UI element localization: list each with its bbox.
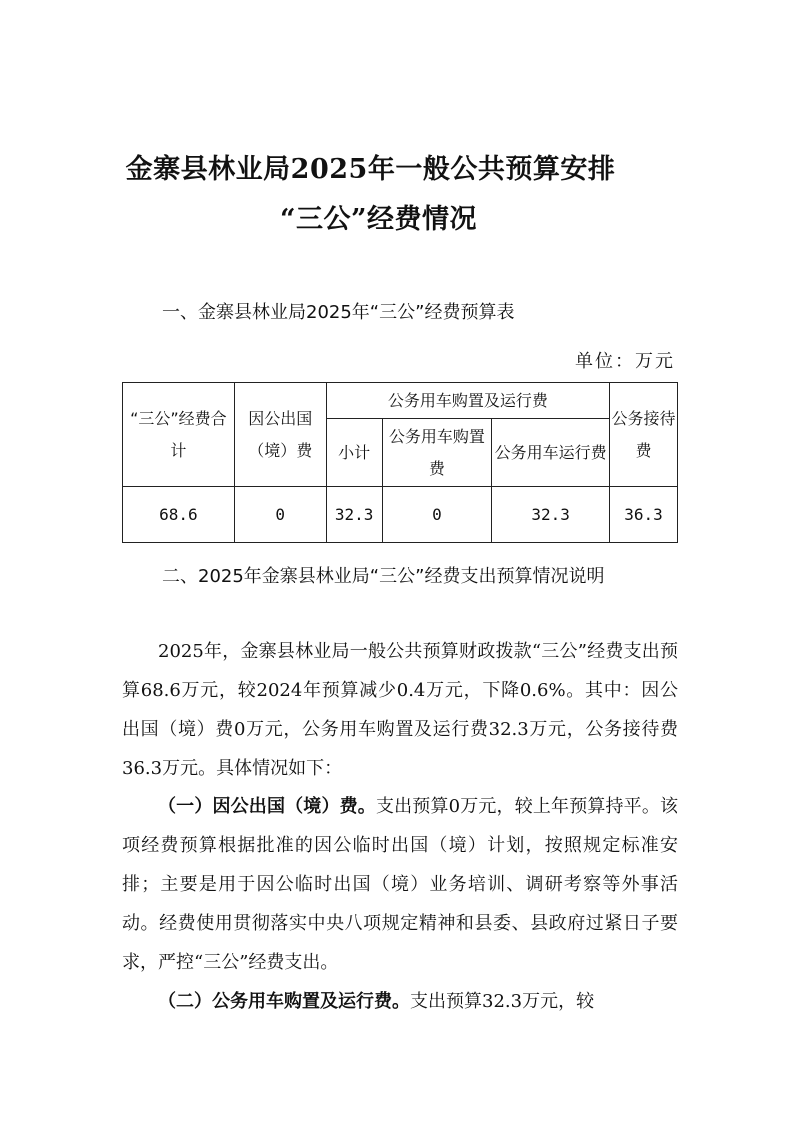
value-reception: 36.3 [610, 487, 678, 543]
paragraph-abroad-body: 支出预算0万元，较上年预算持平。该项经费预算根据批准的因公临时出国（境）计划，按照规定标准安排；主要是用于因公临时出国（境）业务培训、调研考察等外事活动。经费使用贯彻落实中央八项规定精神和县委、县政府过紧日子要求，严控“三公”经费支出。 [122, 796, 679, 973]
table-header-row [123, 383, 678, 419]
section1-heading: 一、金寨县林业局2025年“三公”经费预算表 [162, 302, 515, 323]
paragraph-vehicle-body: 支出预算32.3万元，较 [410, 991, 595, 1012]
header-vehicle-purchase: 公务用车购置费 [382, 419, 492, 487]
value-vehicle-purchase: 0 [382, 487, 492, 543]
section2-heading: 二、2025年金寨县林业局“三公”经费支出预算情况说明 [162, 566, 605, 587]
document-title-line1: 金寨县林业局2025年一般公共预算安排 [125, 154, 616, 185]
value-subtotal: 32.3 [326, 487, 382, 543]
table-row [123, 487, 678, 543]
header-vehicle-group: 公务用车购置及运行费 [326, 383, 609, 419]
paragraph-abroad-lead: （一）因公出国（境）费。 [158, 796, 376, 817]
header-abroad: 因公出国（境）费 [234, 383, 326, 487]
document-title-line2: “三公”经费情况 [279, 204, 478, 235]
value-total: 68.6 [123, 487, 235, 543]
paragraph-abroad [122, 787, 678, 982]
header-total: “三公”经费合计 [123, 383, 235, 487]
budget-table [122, 382, 678, 543]
paragraph-overview: 2025年，金寨县林业局一般公共预算财政拨款“三公”经费支出预算68.6万元，较2024年预算减少0.4万元，下降0.6%。其中：因公出国（境）费0万元，公务用车购置及运行费32.3万元，公务接待费36.3万元。具体情况如下： [122, 641, 678, 779]
unit-label: 单位：万元 [575, 351, 675, 372]
header-vehicle-running: 公务用车运行费 [492, 419, 610, 487]
paragraph-vehicle-lead: （二）公务用车购置及运行费。 [158, 991, 410, 1012]
header-subtotal: 小计 [326, 419, 382, 487]
value-abroad: 0 [234, 487, 326, 543]
value-vehicle-running: 32.3 [492, 487, 610, 543]
header-reception: 公务接待费 [610, 383, 678, 487]
paragraph-vehicle [122, 982, 678, 1021]
